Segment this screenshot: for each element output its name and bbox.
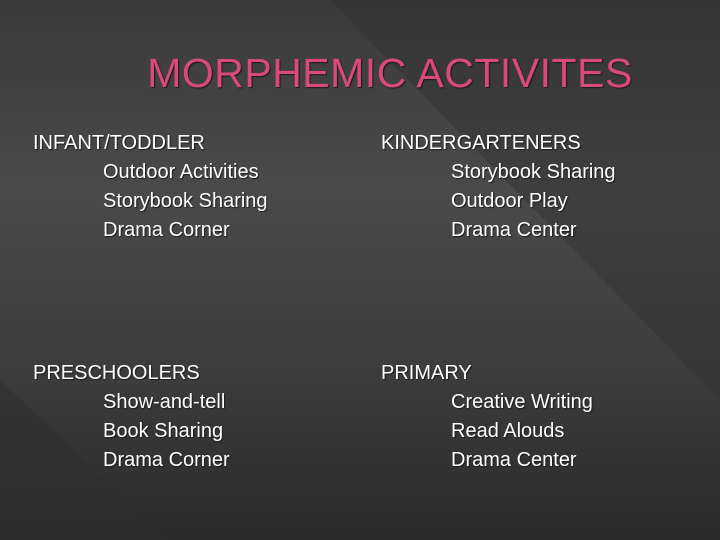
activity-item: Show-and-tell: [103, 391, 226, 413]
section-heading: INFANT/TODDLER: [33, 132, 205, 154]
activity-list: [381, 388, 593, 475]
activity-item: Creative Writing: [451, 391, 593, 413]
section-kindergarteners: [381, 129, 616, 245]
activity-item: Drama Corner: [103, 219, 230, 241]
section-preschoolers: [33, 359, 230, 475]
section-heading: PRESCHOOLERS: [33, 362, 200, 384]
activity-item: Storybook Sharing: [103, 190, 268, 212]
section-heading: PRIMARY: [381, 362, 472, 384]
activity-item: Read Alouds: [451, 420, 565, 442]
section-primary: [381, 359, 593, 475]
activity-item: Outdoor Play: [451, 190, 568, 212]
activity-item: Drama Center: [451, 219, 577, 241]
activity-item: Storybook Sharing: [451, 161, 616, 183]
activity-list: [33, 388, 230, 475]
activity-list: [381, 158, 616, 245]
slide-title: MORPHEMIC ACTIVITES: [147, 50, 633, 96]
activity-item: Drama Corner: [103, 449, 230, 471]
activity-item: Book Sharing: [103, 420, 224, 442]
activity-item: Outdoor Activities: [103, 161, 259, 183]
section-heading: KINDERGARTENERS: [381, 132, 581, 154]
activity-item: Drama Center: [451, 449, 577, 471]
activity-list: [33, 158, 268, 245]
section-infant-toddler: [33, 129, 268, 245]
